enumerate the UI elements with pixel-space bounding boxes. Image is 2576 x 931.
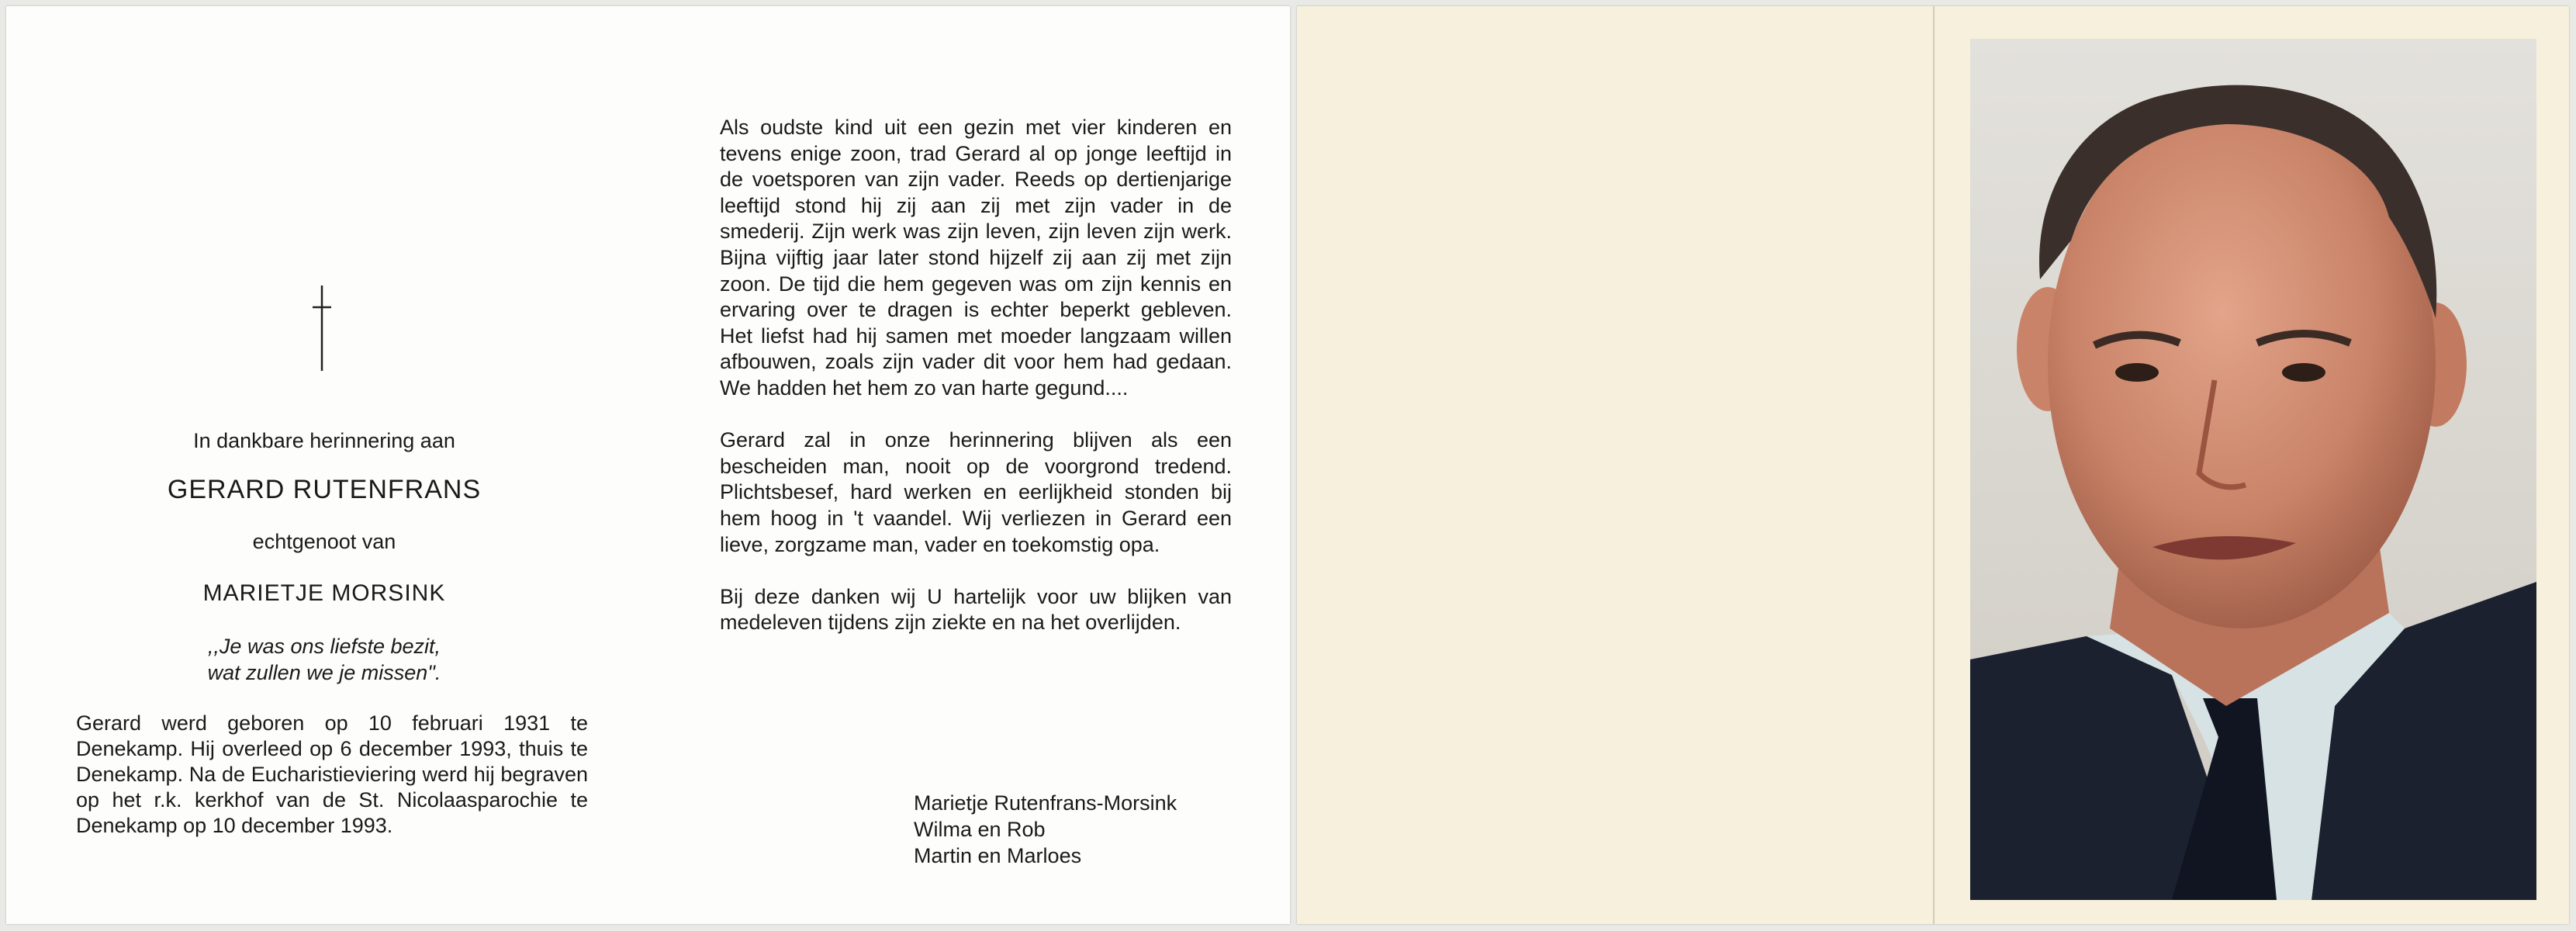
card-fold xyxy=(1933,6,1935,924)
signature-line: Wilma en Rob xyxy=(914,818,1046,841)
cross-icon xyxy=(313,286,331,371)
deceased-name: GERARD RUTENFRANS xyxy=(167,475,482,504)
portrait-photo xyxy=(1970,39,2536,900)
photo-card xyxy=(1297,6,2569,924)
spouse-intro: echtgenoot van xyxy=(252,530,396,553)
story-paragraph-2: Gerard zal in onze herinnering blijven als een bescheiden man, nooit op de voorgrond tredend. Plichtsbesef, hard werken en eerlijkheid stonden bij hem hoog in 't vaandel. Wij verliezen in Gerard een lieve, zorgzame man, vader en toekomstig opa. xyxy=(720,428,1232,556)
signature-line: Marietje Rutenfrans-Morsink xyxy=(914,791,1177,815)
spouse-name: MARIETJE MORSINK xyxy=(202,580,446,606)
signature-line: Martin en Marloes xyxy=(914,844,1082,867)
quote-line-1: ,,Je was ons liefste bezit, xyxy=(207,635,441,658)
portrait-image xyxy=(1970,39,2536,900)
memorial-quote xyxy=(53,633,596,686)
text-card xyxy=(6,6,1290,924)
intro-text: In dankbare herinnering aan xyxy=(193,429,455,452)
story-paragraph-3: Bij deze danken wij U hartelijk voor uw blijken van medeleven tijdens zijn ziekte en na het overlijden. xyxy=(720,584,1232,635)
quote-line-2: wat zullen we je missen". xyxy=(207,661,441,684)
life-story xyxy=(720,115,1232,662)
signatures xyxy=(914,790,1177,869)
biography: Gerard werd geboren op 10 februari 1931 te Denekamp. Hij overleed op 6 december 1993, thuis te Denekamp. Na de Eucharistieviering werd hij begraven op het r.k. kerkhof van de St. Nicolaasparochie te Denekamp op 10 december 1993. xyxy=(76,711,588,837)
story-paragraph-1: Als oudste kind uit een gezin met vier kinderen en tevens enige zoon, trad Gerard al op jonge leeftijd in de voetsporen van zijn vader. Reeds op dertienjarige leeftijd stond hij zij aan zij met zijn vader in de smederij. Zijn werk was zijn leven, zijn leven zijn werk. Bijna vijftig jaar later stond hijzelf zij aan zij met zijn zoon. De tijd die hem gegeven was om zijn kennis en ervaring over te dragen is echter beperkt gebleven. Het liefst had hij samen met moeder langzaam willen afbouwen, zoals zijn vader dit voor hem had gedaan. We hadden het hem zo van harte gegund.... xyxy=(720,116,1232,400)
